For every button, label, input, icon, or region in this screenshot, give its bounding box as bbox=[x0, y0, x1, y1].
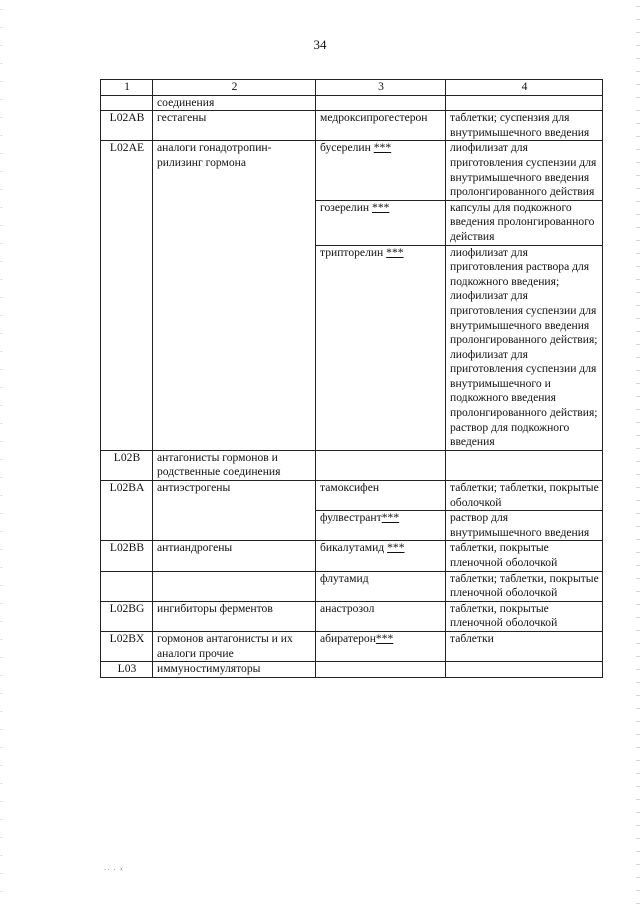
atc-code-cell: L02BA bbox=[101, 481, 153, 541]
drug-cell: анастрозол bbox=[316, 601, 446, 631]
atc-code-cell: L03 bbox=[101, 662, 153, 678]
table-row bbox=[101, 111, 603, 141]
dosage-form-cell: таблетки; суспензия для внутримышечного введения bbox=[446, 111, 603, 141]
table-row bbox=[101, 95, 603, 111]
drug-cell: бусерелин *** bbox=[316, 141, 446, 200]
header-cell: 1 bbox=[101, 80, 153, 96]
restriction-mark: *** bbox=[386, 245, 404, 259]
drug-cell: флутамид bbox=[316, 571, 446, 601]
table-row bbox=[101, 541, 603, 571]
dosage-form-cell: лиофилизат для приготовления суспензии для внутримышечного введения пролонгированного действия bbox=[446, 141, 603, 200]
restriction-mark: *** bbox=[387, 541, 405, 555]
dosage-form-cell: лиофилизат для приготовления раствора для подкожного введения; лиофилизат для приготовления суспензии для внутримышечного введения пролонгированного действия; лиофилизат для приготовления суспензии для внутримышечного и подкожного введения пролонгированного действия; раствор для подкожного введения bbox=[446, 245, 603, 450]
restriction-mark: *** bbox=[381, 511, 400, 525]
atc-code-cell: L02AE bbox=[101, 141, 153, 450]
group-cell: гормонов антагонисты и их аналоги прочие bbox=[153, 631, 316, 661]
drug-cell: фулвестрант*** bbox=[316, 511, 446, 541]
scan-edge-left bbox=[0, 0, 3, 905]
table-row bbox=[101, 601, 603, 631]
dosage-form-cell bbox=[446, 662, 603, 678]
atc-code-cell: L02BB bbox=[101, 541, 153, 571]
dosage-form-cell bbox=[446, 450, 603, 480]
drug-cell: бикалутамид *** bbox=[316, 541, 446, 571]
table-row bbox=[101, 571, 603, 601]
restriction-mark: *** bbox=[375, 631, 394, 645]
dosage-form-cell: таблетки, покрытые пленочной оболочкой bbox=[446, 601, 603, 631]
group-cell: соединения bbox=[153, 95, 316, 111]
footer-scan-mark: ·· · ᵡ bbox=[104, 866, 124, 874]
dosage-form-cell: раствор для внутримышечного введения bbox=[446, 511, 603, 541]
group-cell: антиандрогены bbox=[153, 541, 316, 571]
dosage-form-cell: таблетки bbox=[446, 631, 603, 661]
header-cell: 3 bbox=[316, 80, 446, 96]
page-number: 34 bbox=[313, 37, 327, 52]
dosage-form-cell: таблетки, покрытые пленочной оболочкой bbox=[446, 541, 603, 571]
atc-code-cell: L02BG bbox=[101, 601, 153, 631]
atc-code-cell: L02B bbox=[101, 450, 153, 480]
header-cell: 4 bbox=[446, 80, 603, 96]
table-row bbox=[101, 450, 603, 480]
table-row bbox=[101, 141, 603, 200]
restriction-mark: *** bbox=[372, 200, 390, 214]
drug-cell: медроксипрогестерон bbox=[316, 111, 446, 141]
drug-cell bbox=[316, 450, 446, 480]
restriction-mark: *** bbox=[373, 141, 392, 155]
group-cell: гестагены bbox=[153, 111, 316, 141]
atc-code-cell bbox=[101, 95, 153, 111]
medication-table bbox=[100, 79, 603, 678]
scan-edge-right bbox=[636, 0, 640, 905]
drug-cell bbox=[316, 662, 446, 678]
atc-code-cell: L02BX bbox=[101, 631, 153, 661]
group-cell: ингибиторы ферментов bbox=[153, 601, 316, 631]
atc-code-cell: L02AB bbox=[101, 111, 153, 141]
drug-cell: тамоксифен bbox=[316, 481, 446, 511]
drug-cell bbox=[316, 95, 446, 111]
table-row bbox=[101, 662, 603, 678]
drug-cell: трипторелин *** bbox=[316, 245, 446, 450]
dosage-form-cell: таблетки; таблетки, покрытые оболочкой bbox=[446, 481, 603, 511]
group-cell: аналоги гонадотропин-рилизинг гормона bbox=[153, 141, 316, 450]
atc-code-cell bbox=[101, 571, 153, 601]
dosage-form-cell: капсулы для подкожного введения пролонгированного действия bbox=[446, 200, 603, 245]
drug-cell: абиратерон*** bbox=[316, 631, 446, 661]
dosage-form-cell bbox=[446, 95, 603, 111]
header-cell: 2 bbox=[153, 80, 316, 96]
group-cell: антагонисты гормонов и родственные соединения bbox=[153, 450, 316, 480]
table-header-row bbox=[101, 80, 603, 96]
table-row bbox=[101, 631, 603, 661]
dosage-form-cell: таблетки; таблетки, покрытые пленочной оболочкой bbox=[446, 571, 603, 601]
drug-cell: гозерелин *** bbox=[316, 200, 446, 245]
table-row bbox=[101, 481, 603, 511]
group-cell bbox=[153, 571, 316, 601]
group-cell: антиэстрогены bbox=[153, 481, 316, 541]
group-cell: иммуностимуляторы bbox=[153, 662, 316, 678]
